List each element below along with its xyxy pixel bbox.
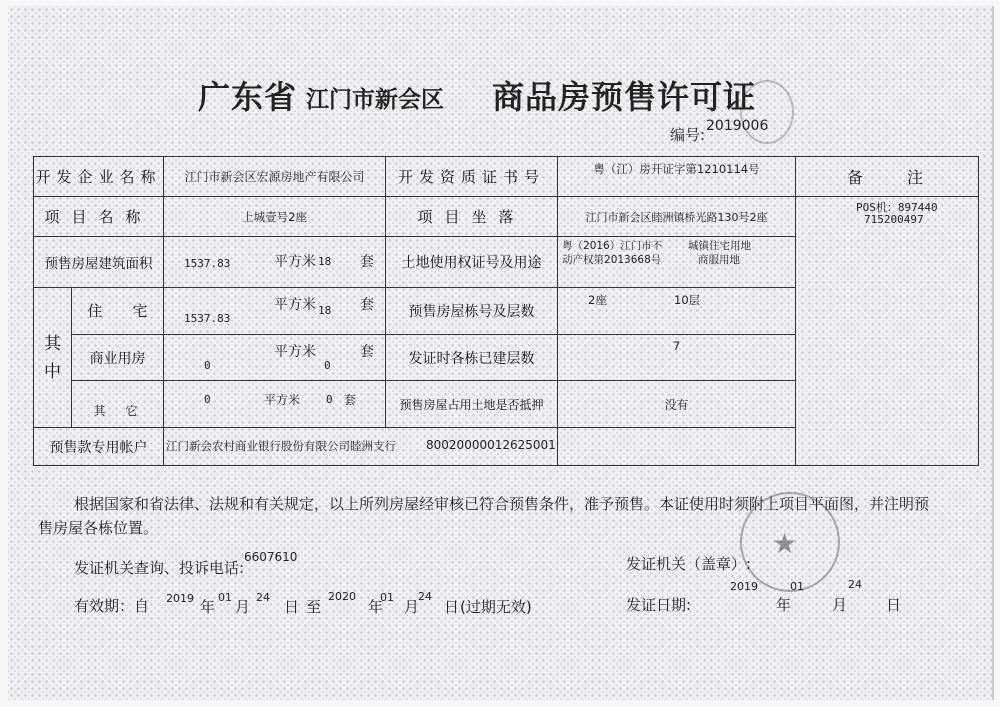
- presale-sets-value: 18: [318, 255, 332, 268]
- residential-sets-value: 18: [318, 304, 332, 318]
- project-location-label: 项目坐落: [386, 197, 558, 237]
- mortgage-label: 预售房屋占用土地是否抵押: [386, 381, 558, 428]
- presale-area-unit: 平方米: [274, 254, 317, 270]
- residential-label: 住 宅: [72, 288, 164, 335]
- project-location-value: 江门市新会区睦洲镇桥光路130号2座: [558, 197, 796, 237]
- title-province: 广东省: [198, 78, 298, 116]
- project-name-value: 上城壹号2座: [164, 197, 386, 237]
- building-cell: [558, 288, 796, 335]
- other-label: 其 它: [72, 381, 164, 428]
- presale-area-value: 1537.83: [184, 257, 231, 270]
- tel-label: 发证机关查询、投诉电话:: [74, 559, 245, 577]
- residential-area-value: 1537.83: [184, 312, 231, 326]
- building-label: 预售房屋栋号及层数: [386, 288, 558, 335]
- approval-statement: 根据国家和省法律、法规和有关规定，以上所列房屋经审核已符合预售条件，准予预售。本证使用时须附上项目平面图，并注明预: [74, 495, 930, 513]
- valid-from-month: 01: [218, 591, 232, 604]
- building-value: 2座: [588, 293, 607, 308]
- valid-to-day-char: 日: [444, 598, 460, 616]
- built-floors-value: 7: [558, 334, 796, 381]
- tel-value: 6607610: [244, 550, 298, 564]
- mortgage-value: 没有: [558, 381, 796, 428]
- account-number: 80020000012625001: [426, 438, 556, 453]
- valid-to-month-char: 月: [404, 598, 420, 616]
- account-empty: [558, 428, 979, 466]
- other-sets-unit: 套: [344, 393, 357, 408]
- qualification-value: 粤（江）房开证字第1210114号: [558, 157, 796, 197]
- land-cert-value-2: 动产权第2013668号: [562, 254, 662, 266]
- valid-to-month: 01: [380, 591, 394, 604]
- qizhong-label: 其中: [34, 288, 72, 428]
- expired-note: (过期无效): [460, 598, 532, 616]
- commercial-area-value: 0: [204, 358, 211, 372]
- commercial-area-unit: 平方米: [274, 343, 317, 360]
- title-main: 商品房预售许可证: [492, 78, 757, 116]
- issue-year: 2019: [730, 580, 758, 593]
- valid-to-year: 2020: [328, 590, 356, 603]
- seal-star-icon: ★: [772, 527, 798, 560]
- residential-sets-unit: 套: [360, 297, 375, 314]
- presale-area-cell: [164, 237, 386, 288]
- issue-date-label: 发证日期:: [626, 596, 692, 614]
- commercial-sets-unit: 套: [360, 343, 375, 360]
- issue-year-char: 年: [776, 596, 792, 614]
- account-bank: 江门新会农村商业银行股份有限公司睦洲支行: [166, 439, 397, 454]
- valid-from-year-char: 年: [200, 598, 216, 616]
- valid-from-day-char: 日: [284, 598, 300, 616]
- commercial-label: 商业用房: [72, 334, 164, 381]
- valid-to-day: 24: [418, 590, 432, 603]
- issue-month-char: 月: [832, 596, 848, 614]
- valid-from-month-char: 月: [235, 598, 251, 616]
- floors-value: 10层: [674, 293, 701, 308]
- commercial-cell: [164, 334, 386, 381]
- certificate-table: [33, 156, 979, 466]
- account-cell: [164, 428, 558, 466]
- issue-day-char: 日: [886, 596, 902, 614]
- remark-pos-number: 715200497: [864, 213, 924, 226]
- remark-pos: POS机：897440: [856, 201, 938, 214]
- serial-value: 2019006: [706, 118, 769, 134]
- other-area-value: 0: [204, 393, 211, 407]
- remarks-cell: [796, 197, 979, 466]
- developer-value: 江门市新会区宏源房地产有限公司: [164, 157, 386, 197]
- other-area-unit: 平方米: [264, 393, 301, 408]
- account-label: 预售款专用帐户: [34, 428, 164, 466]
- valid-from-day: 24: [256, 591, 270, 604]
- developer-label: 开发企业名称: [34, 157, 164, 197]
- remarks-label: 备 注: [796, 157, 979, 197]
- land-use-1: 城镇住宅用地: [688, 240, 752, 252]
- valid-to-year-char: 年: [368, 598, 384, 616]
- project-name-label: 项目名称: [34, 197, 164, 237]
- residential-cell: [164, 288, 386, 335]
- land-cert-value-1: 粤（2016）江门市不: [562, 240, 663, 252]
- commercial-sets-value: 0: [324, 358, 331, 372]
- valid-from-year: 2019: [166, 592, 194, 605]
- title-district: 江门市新会区: [306, 87, 444, 113]
- presale-sets-unit: 套: [360, 254, 375, 270]
- issue-month: 01: [790, 580, 804, 593]
- issuer-label: 发证机关（盖章）:: [626, 555, 752, 573]
- land-cert-cell: [558, 237, 796, 288]
- other-sets-value: 0: [326, 393, 333, 407]
- land-use-2: 商服用地: [698, 254, 741, 266]
- valid-to-label: 至: [306, 598, 322, 616]
- issue-day: 24: [848, 578, 862, 591]
- other-cell: [164, 381, 386, 428]
- residential-area-unit: 平方米: [274, 297, 317, 314]
- valid-label: 有效期：自: [74, 597, 150, 615]
- land-cert-label: 土地使用权证号及用途: [386, 237, 558, 288]
- approval-statement-cont: 售房屋各栋位置。: [38, 519, 159, 537]
- serial-label: 编号:: [670, 126, 706, 144]
- qualification-label: 开发资质证书号: [386, 157, 558, 197]
- presale-area-label: 预售房屋建筑面积: [34, 237, 164, 288]
- built-floors-label: 发证时各栋已建层数: [386, 334, 558, 381]
